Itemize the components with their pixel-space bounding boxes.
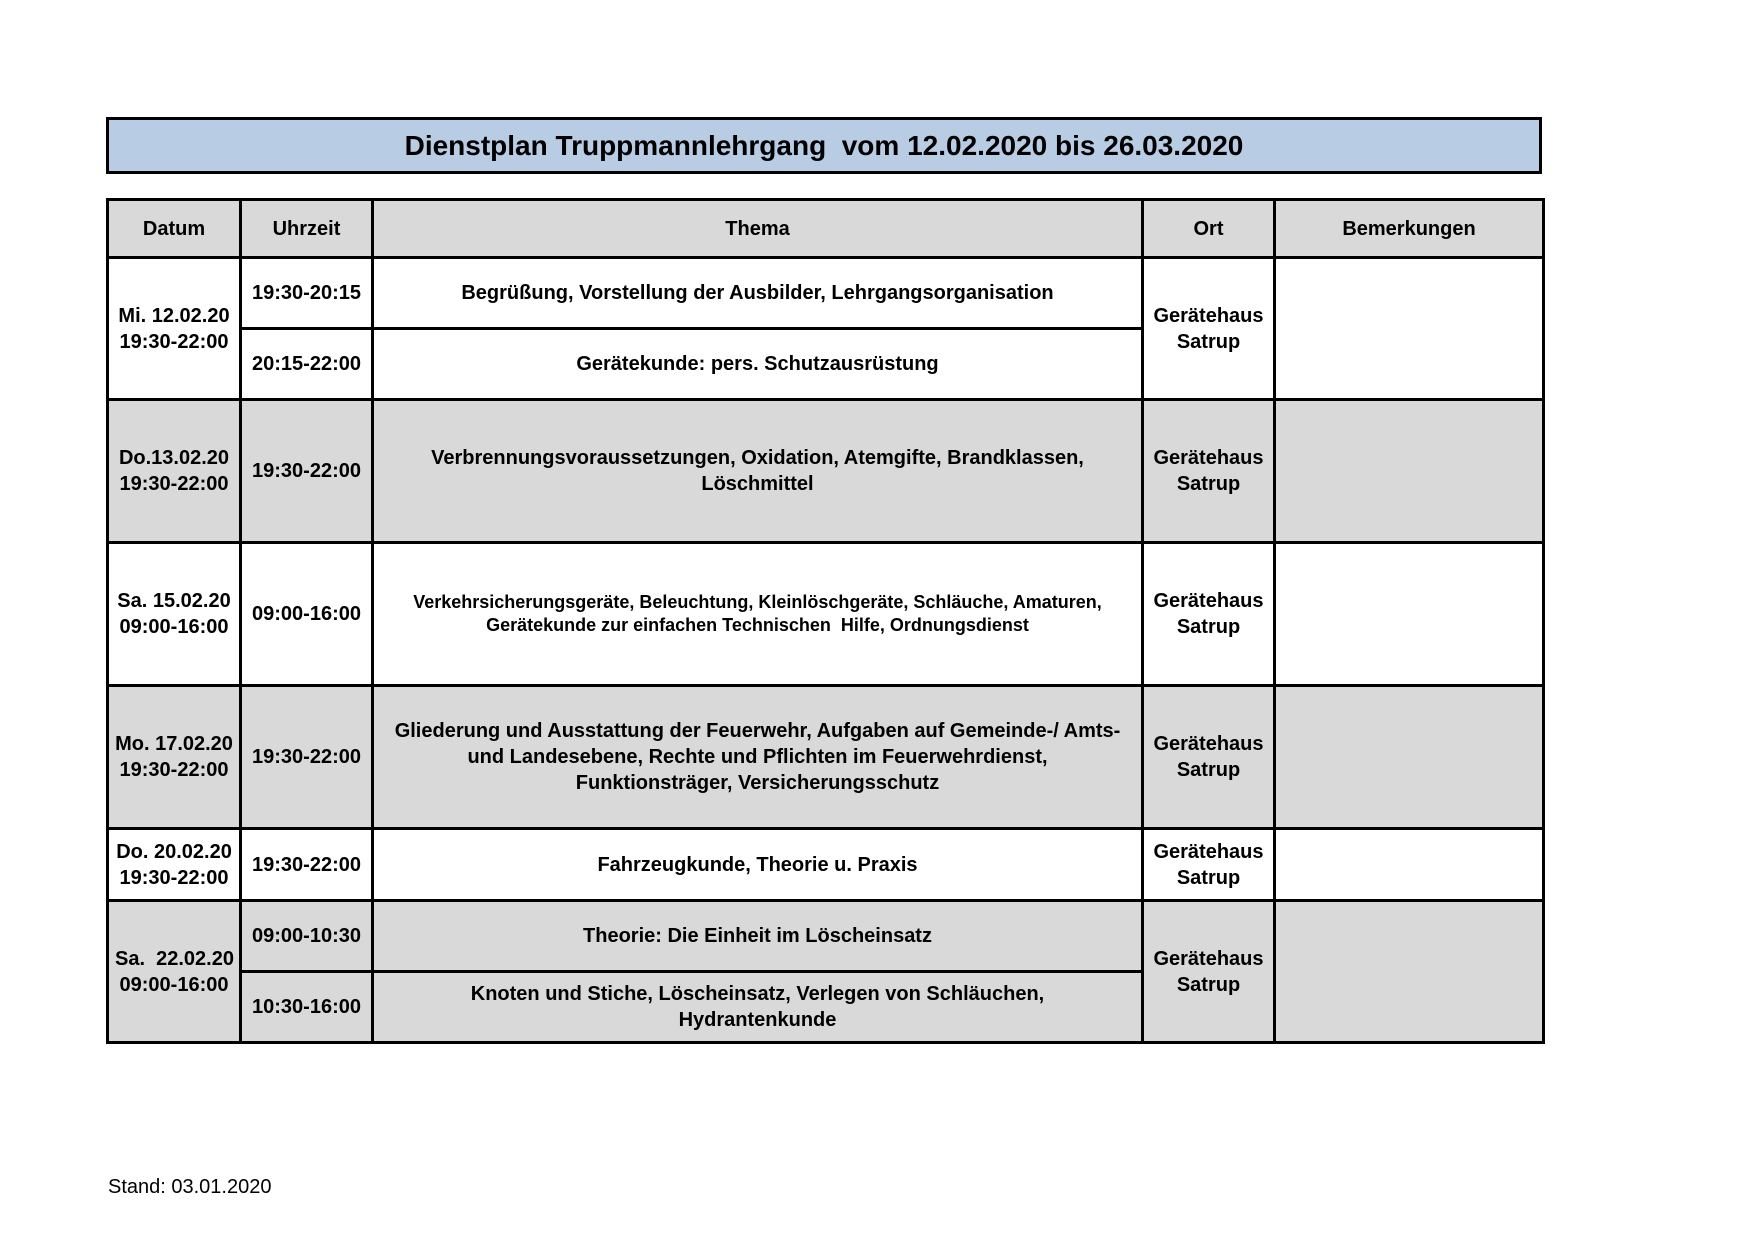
ort-place: Satrup [1176, 330, 1241, 353]
datum-time: 19:30-22:00 [119, 866, 229, 889]
thema-line: Hydrantenkunde [678, 1009, 837, 1031]
ort-cell [1143, 400, 1275, 543]
ort-place: Satrup [1176, 866, 1241, 889]
thema-line: Funktionsträger, Versicherungsschutz [575, 772, 940, 794]
table-header-row [108, 200, 1544, 258]
table-row [108, 543, 1544, 686]
datum-day: Sa. 15.02.20 [117, 590, 231, 612]
datum-cell [108, 686, 241, 829]
datum-day: Do.13.02.20 [118, 447, 230, 469]
datum-cell [108, 901, 241, 1043]
bemerkungen-cell [1275, 901, 1544, 1043]
uhrzeit-cell: 09:00-16:00 [241, 543, 373, 686]
uhrzeit-cell: 19:30-22:00 [241, 686, 373, 829]
thema-cell [373, 686, 1143, 829]
thema-cell: Begrüßung, Vorstellung der Ausbilder, Lehrgangsorganisation [373, 258, 1143, 329]
ort-name: Gerätehaus [1153, 304, 1264, 327]
thema-cell [373, 400, 1143, 543]
thema-line: Knoten und Stiche, Löscheinsatz, Verlegen von Schläuchen, [470, 983, 1045, 1005]
table-row [108, 258, 1544, 329]
ort-name: Gerätehaus [1153, 447, 1264, 469]
bemerkungen-cell [1275, 258, 1544, 400]
bemerkungen-cell [1275, 400, 1544, 543]
thema-cell: Fahrzeugkunde, Theorie u. Praxis [373, 829, 1143, 901]
ort-name: Gerätehaus [1153, 840, 1264, 863]
ort-cell [1143, 258, 1275, 400]
thema-line: Verbrennungsvoraussetzungen, Oxidation, Atemgifte, Brandklassen, [431, 447, 1084, 469]
datum-day: Sa. 22.02.20 [115, 947, 234, 970]
thema-line: Löschmittel [701, 473, 814, 495]
datum-time: 19:30-22:00 [119, 473, 229, 495]
table-row [108, 829, 1544, 901]
bemerkungen-cell [1275, 829, 1544, 901]
page-title: Dienstplan Truppmannlehrgang vom 12.02.2020 bis 26.03.2020 [106, 117, 1542, 174]
bemerkungen-cell [1275, 543, 1544, 686]
ort-name: Gerätehaus [1153, 733, 1264, 755]
thema-cell: Theorie: Die Einheit im Löscheinsatz [373, 901, 1143, 972]
thema-line: Verkehrsicherungsgeräte, Beleuchtung, Kleinlöschgeräte, Schläuche, Amaturen, [413, 591, 1102, 612]
header-uhrzeit: Uhrzeit [241, 200, 373, 258]
datum-time: 19:30-22:00 [119, 330, 229, 353]
datum-time: 09:00-16:00 [119, 973, 229, 996]
ort-cell [1143, 901, 1275, 1043]
thema-cell: Gerätekunde: pers. Schutzausrüstung [373, 329, 1143, 400]
footer-stand: Stand: 03.01.2020 [108, 1176, 272, 1198]
datum-cell [108, 258, 241, 400]
thema-line: Gliederung und Ausstattung der Feuerwehr, Aufgaben auf Gemeinde-/ Amts- [394, 720, 1121, 742]
uhrzeit-cell: 19:30-22:00 [241, 400, 373, 543]
ort-name: Gerätehaus [1153, 947, 1264, 970]
datum-cell [108, 543, 241, 686]
ort-place: Satrup [1176, 616, 1241, 638]
datum-time: 09:00-16:00 [119, 616, 229, 638]
datum-day: Mo. 17.02.20 [115, 733, 233, 755]
datum-day: Do. 20.02.20 [116, 840, 232, 863]
table-row [108, 686, 1544, 829]
bemerkungen-cell [1275, 686, 1544, 829]
ort-name: Gerätehaus [1153, 590, 1264, 612]
thema-line: Gerätekunde zur einfachen Technischen Hilfe, Ordnungsdienst [486, 615, 1029, 635]
ort-cell [1143, 829, 1275, 901]
uhrzeit-cell: 09:00-10:30 [241, 901, 373, 972]
ort-place: Satrup [1176, 759, 1241, 781]
uhrzeit-cell: 10:30-16:00 [241, 972, 373, 1043]
header-bemerkungen: Bemerkungen [1275, 200, 1544, 258]
datum-time: 19:30-22:00 [119, 759, 229, 781]
uhrzeit-cell: 19:30-22:00 [241, 829, 373, 901]
header-thema: Thema [373, 200, 1143, 258]
ort-cell [1143, 543, 1275, 686]
datum-day: Mi. 12.02.20 [118, 304, 230, 327]
header-datum: Datum [108, 200, 241, 258]
ort-place: Satrup [1176, 473, 1241, 495]
datum-cell [108, 400, 241, 543]
uhrzeit-cell: 19:30-20:15 [241, 258, 373, 329]
datum-cell [108, 829, 241, 901]
schedule-table [106, 198, 1545, 1044]
thema-line: und Landesebene, Rechte und Pflichten im Feuerwehrdienst, [467, 746, 1048, 768]
ort-cell [1143, 686, 1275, 829]
header-ort: Ort [1143, 200, 1275, 258]
thema-cell [373, 543, 1143, 686]
ort-place: Satrup [1176, 973, 1241, 996]
thema-cell [373, 972, 1143, 1043]
table-row [108, 901, 1544, 972]
uhrzeit-cell: 20:15-22:00 [241, 329, 373, 400]
table-row [108, 400, 1544, 543]
